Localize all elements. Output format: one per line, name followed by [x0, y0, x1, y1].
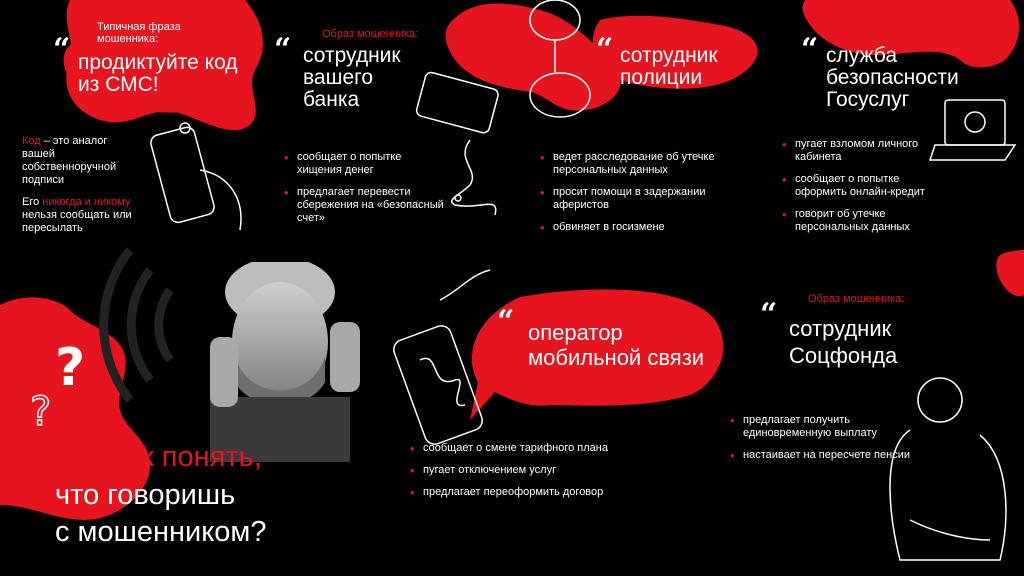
card4-heading: служба безопасности Госуслуг	[826, 44, 959, 111]
question-mark-icon	[55, 338, 85, 398]
red-blob-top-center	[446, 3, 621, 110]
headline-line2: что говоришь	[55, 479, 236, 511]
card2-label: Образ мошенника:	[322, 28, 419, 40]
question-mark-outline-icon	[30, 389, 51, 435]
man-photo	[180, 262, 370, 462]
list-item: • сообщает о попытке оформить онлайн-кредит	[782, 173, 952, 199]
quote-icon: “	[274, 32, 292, 67]
list-item: • предлагает переоформить договор	[410, 486, 640, 499]
list-item: • просит помощи в задержании аферистов	[540, 186, 740, 212]
card2-list	[284, 151, 444, 234]
svg-text:?: ?	[30, 389, 52, 435]
card1-note2-a: Его	[22, 196, 43, 208]
list-item: • пугает взломом личного кабинета	[782, 138, 952, 164]
list-item: • ведет расследование об утечке персональных данных	[540, 151, 740, 177]
card3-label: Образ мошенника:	[636, 28, 733, 40]
card3-list	[540, 151, 740, 243]
svg-text:?: ?	[55, 338, 86, 398]
card5-label: Образ мошенника:	[544, 298, 641, 310]
list-item: • сообщает о смене тарифного плана	[410, 442, 640, 455]
card1-note2-b: нельзя сообщать или пересылать	[22, 209, 132, 234]
card5-heading: оператор мобильной связи	[528, 320, 705, 370]
list-item: • предлагает перевести сбережения на «безопасный счет»	[284, 186, 444, 225]
card3-heading: сотрудник полиции	[620, 44, 718, 89]
list-item: • предлагает получить единовременную выплату	[730, 414, 910, 440]
headline-line3: с мошенником?	[55, 516, 267, 548]
quote-icon: “	[596, 32, 614, 67]
card6-list	[730, 414, 910, 471]
card4-label: Образ мошенника:	[847, 28, 944, 40]
red-blob-right-edge	[996, 250, 1024, 296]
card6-label: Образ мошенника:	[808, 293, 905, 305]
list-item: • обвиняет в госизмене	[540, 221, 740, 234]
headline-line1: Как понять,	[108, 441, 262, 473]
card1-label: Типичная фраза мошенника:	[97, 21, 181, 45]
list-item: • пугает отключением услуг	[410, 464, 640, 477]
list-item: • настаивает на пересчете пенсии	[730, 449, 910, 462]
card1-heading: продиктуйте код из СМС!	[78, 51, 238, 96]
quote-icon: “	[760, 297, 778, 332]
card1-note1-red: Код	[22, 135, 41, 147]
card2-heading: сотрудник вашего банка	[303, 44, 401, 111]
hand-phone-icon	[149, 123, 241, 230]
list-item: • говорит об утечке персональных данных	[782, 208, 952, 234]
card1-note1	[22, 135, 142, 187]
sound-waves-icon	[104, 250, 170, 400]
card1-note2	[22, 196, 162, 235]
card1-note2-red: никогда и никому	[42, 196, 131, 208]
card6-heading: сотрудник Соцфонда	[789, 316, 898, 368]
card1-note1-text: – это аналог вашей собственноручной подписи	[22, 135, 117, 186]
quote-icon: “	[53, 32, 71, 67]
card5-list	[410, 442, 640, 508]
card4-list	[782, 138, 952, 243]
quote-icon: “	[801, 32, 819, 67]
quote-icon: “	[497, 304, 515, 339]
list-item: • сообщает о попытке хищения денег	[284, 151, 444, 177]
